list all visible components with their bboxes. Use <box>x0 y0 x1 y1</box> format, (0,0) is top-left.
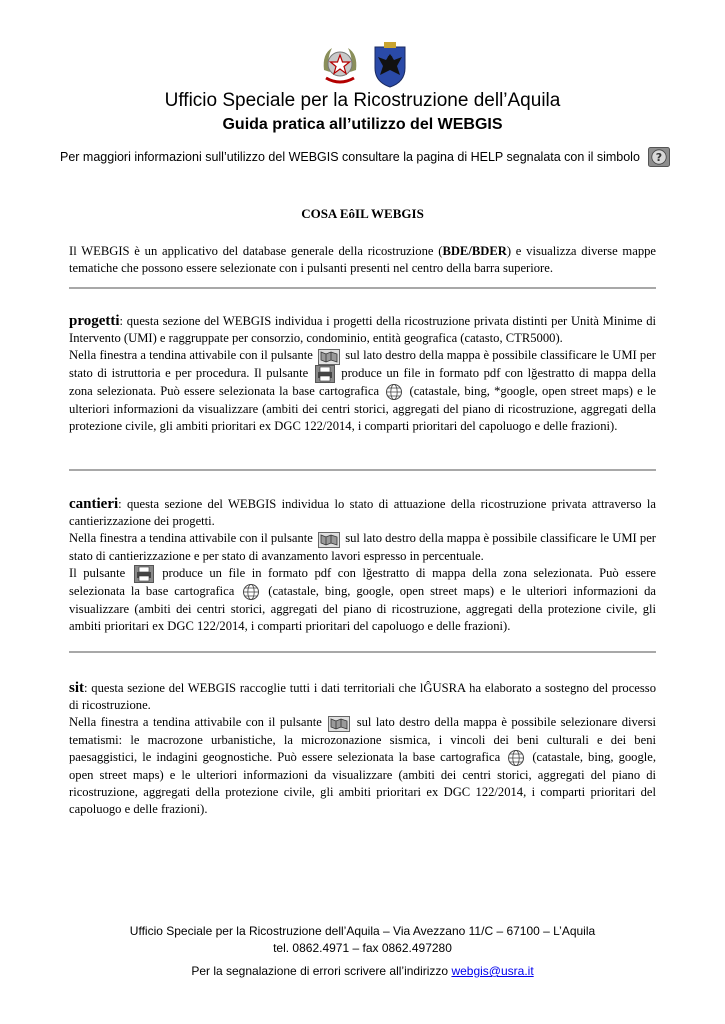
sit-text: (catastale, bing, google, open street maps) e le ulteriori informazioni da visualizzare (ambiti dei centri storici, aggregati del piano di ricostruzione, aggregati della protezione civile, gli ambiti prioritari ex DGC 122/2014, i comparti prioritari del capoluogo e delle frazioni). <box>69 749 657 817</box>
basemap-globe-icon <box>507 749 525 767</box>
basemap-globe-icon <box>385 383 403 401</box>
help-info-text: Per maggiori informazioni sull’utilizzo del WEBGIS consultare la pagina di HELP segnalata con il simbolo <box>60 150 640 164</box>
help-icon <box>648 147 670 167</box>
cantieri-text: (catastale, bing, google, open street maps) e le ulteriori informazioni da visualizzare (ambiti dei centri storici, aggregati del piano di ricostruzione, aggregati della protezione civile, gli ambiti prioritari ex DGC 122/2014, i comparti prioritari del capoluogo e delle frazioni). <box>69 583 656 634</box>
sit-text: sul lato destro della mappa è possibile selezionare diversi tematismi: le macrozone urbanistiche, la microzonazione sismica, i vincoli dei beni culturali e dei beni paesaggistici, le indagini geognostiche. Può essere selezionata la base cartografica <box>69 715 656 764</box>
cantieri-keyword: cantieri <box>69 496 119 512</box>
footer-email-link[interactable]: webgis@usra.it <box>451 964 534 978</box>
section-divider <box>69 469 656 471</box>
intro-paragraph <box>69 243 656 277</box>
svg-text:?: ? <box>655 151 663 164</box>
print-pdf-button-icon <box>315 365 335 383</box>
progetti-text: (catastale, bing, *google, open street maps) e le ulteriori informazioni da visualizzare (ambiti dei centri storici, aggregati del piano di ricostruzione, aggregati della protezione civile, gli ambiti prioritari ex DGC 122/2014, i comparti prioritari del capoluogo e delle frazioni). <box>69 383 656 434</box>
section-divider <box>69 651 656 653</box>
section-cantieri <box>69 496 656 635</box>
footer-error-text: Per la segnalazione di errori scrivere all’indirizzo <box>191 964 449 978</box>
section-progetti <box>69 313 656 435</box>
print-pdf-button-icon <box>134 565 154 583</box>
map-layers-button-icon <box>318 532 340 548</box>
progetti-text: produce un file in formato pdf con lğestratto di mappa della zona selezionata. Può essere selezionata la base cartografica <box>69 365 656 398</box>
sit-text: Nella finestra a tendina attivabile con il pulsante <box>69 715 322 730</box>
basemap-globe-icon <box>242 583 260 601</box>
cantieri-text: Il pulsante <box>69 565 126 580</box>
progetti-description: : questa sezione del WEBGIS individua i progetti della ricostruzione privata distinti per Unità Minime di Intervento (UMI) e raggruppate per consorzio, condominio, entità geografica (catasto, CTR5000). <box>69 314 656 346</box>
intro-bold-term: BDE/BDER <box>442 244 507 258</box>
sit-description: : questa sezione del WEBGIS raccoglie tutti i dati territoriali che lĜUSRA ha elaborato a sostegno del processo di ricostruzione. <box>69 681 656 713</box>
cantieri-description: : questa sezione del WEBGIS individua lo stato di attuazione della ricostruzione privata attraverso la cantierizzazione dei progetti. <box>69 497 656 529</box>
header-logos <box>0 42 725 90</box>
progetti-keyword: progetti <box>69 313 120 329</box>
laquila-coat-of-arms-icon <box>372 42 408 88</box>
progetti-text: sul lato destro della mappa è possibile classificare le UMI per stato di istruttoria e per procedura. Il pulsante <box>69 348 656 380</box>
cantieri-text: produce un file in formato pdf con lğestratto di mappa della zona selezionata. Può essere selezionata la base cartografica <box>69 565 657 598</box>
section-sit <box>69 680 656 819</box>
intro-text-end: ) e visualizza diverse mappe tematiche che possono essere selezionate con i pulsanti presenti nel centro della barra superiore. <box>69 244 657 276</box>
map-layers-button-icon <box>318 349 340 365</box>
office-title: Ufficio Speciale per la Ricostruzione dell’Aquila <box>164 90 561 111</box>
footer-error-report <box>0 964 725 978</box>
intro-text: Il WEBGIS è un applicativo del database generale della ricostruzione ( <box>69 244 443 258</box>
italian-republic-emblem-icon <box>318 42 362 88</box>
footer-address: Ufficio Speciale per la Ricostruzione dell’Aquila – Via Avezzano 11/C – 67100 – L’Aquila <box>129 924 596 938</box>
progetti-text: Nella finestra a tendina attivabile con il pulsante <box>69 348 313 363</box>
footer-phone: tel. 0862.4971 – fax 0862.497280 <box>273 941 452 955</box>
sit-keyword: sit <box>69 680 84 696</box>
map-layers-button-icon <box>328 716 350 732</box>
guide-title: Guida pratica all’utilizzo del WEBGIS <box>222 116 503 133</box>
cantieri-text: Nella finestra a tendina attivabile con il pulsante <box>69 531 313 546</box>
section-divider <box>69 287 656 289</box>
cantieri-text: sul lato destro della mappa è possibile classificare le UMI per stato di cantierizzazione e per stato di avanzamento lavori espresso in percentuale. <box>69 531 656 563</box>
section-title: COSA EôIL WEBGIS <box>301 206 424 221</box>
